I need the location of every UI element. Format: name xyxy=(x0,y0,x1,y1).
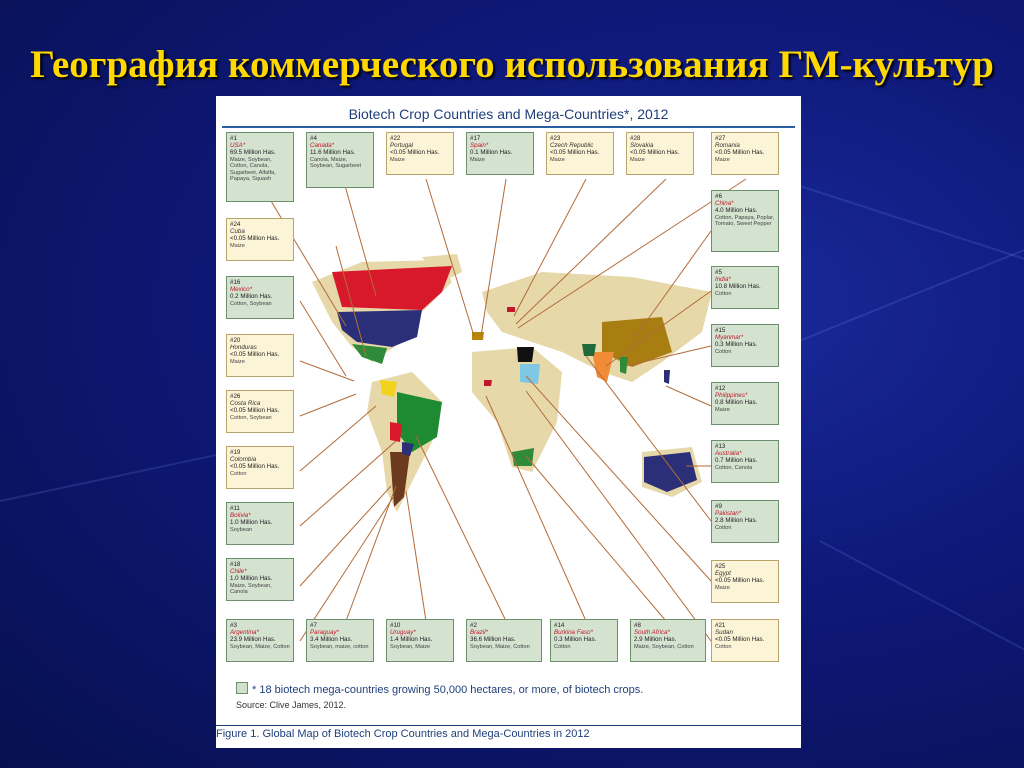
figure-caption: Figure 1. Global Map of Biotech Crop Countries and Mega-Countries in 2012 xyxy=(216,728,590,740)
map-title: Biotech Crop Countries and Mega-Countries*, 2012 xyxy=(348,106,669,122)
mega-country-swatch xyxy=(236,682,248,694)
country-box-chile: #18 Chile* 1.0 Million Has. Maize, Soybean, Canola xyxy=(226,558,294,601)
country-box-bolivia: #11 Bolivia* 1.0 Million Has. Soybean xyxy=(226,502,294,545)
country-box-burkina-faso: #14 Burkina Faso* 0.3 Million Has. Cotton xyxy=(550,619,618,662)
country-box-argentina: #3 Argentina* 23.9 Million Has. Soybean, Maize, Cotton xyxy=(226,619,294,662)
country-box-spain: #17 Spain* 0.1 Million Has. Maize xyxy=(466,132,534,175)
country-box-portugal: #22 Portugal <0.05 Million Has. Maize xyxy=(386,132,454,175)
source-note: Source: Clive James, 2012. xyxy=(236,700,347,710)
country-box-costa-rica: #26 Costa Rica <0.05 Million Has. Cotton, Soybean xyxy=(226,390,294,433)
country-box-south-africa: #8 South Africa* 2.9 Million Has. Maize, Soybean, Cotton xyxy=(630,619,706,662)
map-legend xyxy=(236,682,643,696)
country-box-canada: #4 Canada* 11.6 Million Has. Canola, Maize, Soybean, Sugarbeet xyxy=(306,132,374,188)
country-box-sudan: #21 Sudan <0.05 Million Has. Cotton xyxy=(711,619,779,662)
country-box-honduras: #20 Honduras <0.05 Million Has. Maize xyxy=(226,334,294,377)
country-box-mexico: #16 Mexico* 0.2 Million Has. Cotton, Soybean xyxy=(226,276,294,319)
country-box-brazil: #2 Brazil* 36.6 Million Has. Soybean, Maize, Cotton xyxy=(466,619,542,662)
country-box-china: #6 China* 4.0 Million Has. Cotton, Papaya, Poplar, Tomato, Sweet Pepper xyxy=(711,190,779,252)
background-streak xyxy=(820,540,1024,683)
country-box-slovakia: #28 Slovakia <0.05 Million Has. Maize xyxy=(626,132,694,175)
country-box-philippines: #12 Philippines* 0.8 Million Has. Maize xyxy=(711,382,779,425)
country-box-cuba: #24 Cuba <0.05 Million Has. Maize xyxy=(226,218,294,261)
country-box-pakistan: #9 Pakistan* 2.8 Million Has. Cotton xyxy=(711,500,779,543)
country-box-usa: #1 USA* 69.5 Million Has. Maize, Soybean, Cotton, Canola, Sugarbeet, Alfalfa, Papaya, Squash xyxy=(226,132,294,202)
country-box-uruguay: #10 Uruguay* 1.4 Million Has. Soybean, Maize xyxy=(386,619,454,662)
country-box-australia: #13 Australia* 0.7 Million Has. Cotton, Canola xyxy=(711,440,779,483)
country-box-paraguay: #7 Paraguay* 3.4 Million Has. Soybean, maize, cotton xyxy=(306,619,374,662)
country-box-myanmar: #15 Myanmar* 0.3 Million Has. Cotton xyxy=(711,324,779,367)
country-box-india: #5 India* 10.8 Million Has. Cotton xyxy=(711,266,779,309)
country-box-romania: #27 Romania <0.05 Million Has. Maize xyxy=(711,132,779,175)
country-box-egypt: #25 Egypt <0.05 Million Has. Maize xyxy=(711,560,779,603)
slide-title: География коммерческого использования ГМ-культур xyxy=(30,43,994,86)
country-box-colombia: #19 Colombia <0.05 Million Has. Cotton xyxy=(226,446,294,489)
biotech-map-figure xyxy=(216,96,801,748)
caption-divider xyxy=(216,725,801,726)
legend-text: * 18 biotech mega-countries growing 50,000 hectares, or more, of biotech crops. xyxy=(252,684,644,696)
country-box-czech-republic: #23 Czech Republic <0.05 Million Has. Maize xyxy=(546,132,614,175)
